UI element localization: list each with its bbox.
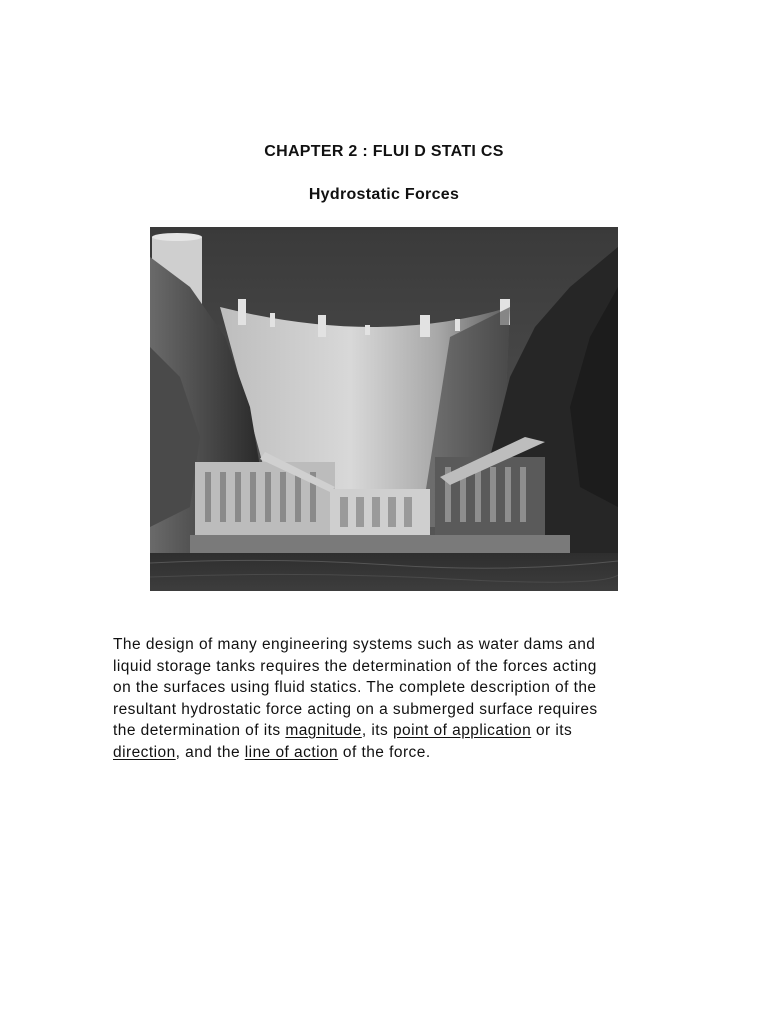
- chapter-title: CHAPTER 2 : FLUI D STATI CS: [264, 143, 504, 160]
- section-title: Hydrostatic Forces: [308, 186, 460, 203]
- term-magnitude: magnitude: [285, 722, 362, 739]
- text-segment: , its: [361, 722, 393, 739]
- paragraph-line: liquid storage tanks requires the determination of the forces acting: [113, 657, 597, 675]
- paragraph-line: resultant hydrostatic force acting on a submerged surface requires: [113, 700, 598, 718]
- term-direction: direction: [113, 743, 176, 761]
- paragraph-line: on the surfaces using fluid statics. The complete description of the: [113, 679, 597, 696]
- paragraph-line: The design of many engineering systems such as water dams and: [113, 636, 596, 653]
- dam-photo-illustration: [150, 227, 618, 591]
- text-segment: the determination of its: [113, 722, 286, 739]
- dam-photo: [150, 227, 618, 591]
- term-line-of-action: line of action: [244, 743, 339, 761]
- term-point-of-application: point of application: [392, 722, 532, 739]
- body-paragraph: [113, 634, 653, 763]
- text-segment: , and the: [175, 743, 245, 761]
- text-segment: of the force.: [338, 743, 431, 761]
- paragraph-line: [113, 742, 653, 764]
- paragraph-line: [113, 720, 653, 742]
- text-segment: or its: [531, 722, 573, 739]
